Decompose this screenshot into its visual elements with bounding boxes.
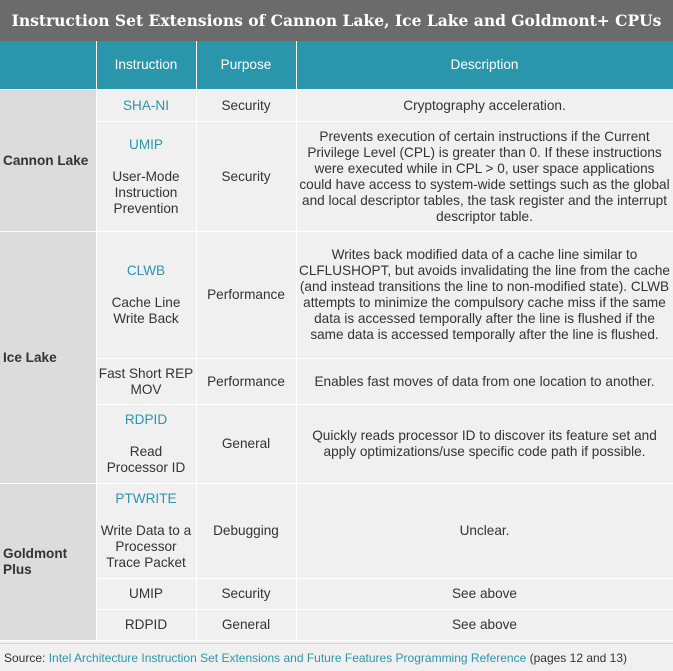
source-note <box>0 643 673 671</box>
instruction-cell <box>96 359 196 405</box>
instruction-fullname: User-Mode Instruction Prevention <box>112 168 180 216</box>
description-cell: Unclear. <box>296 484 673 579</box>
group-label: Goldmont Plus <box>3 546 68 577</box>
table-row <box>0 579 673 610</box>
instruction-cell <box>96 484 196 579</box>
header-row <box>0 41 673 90</box>
instruction-link-rdpid[interactable]: RDPID <box>124 412 168 427</box>
instruction-cell <box>96 90 196 122</box>
table-title: Instruction Set Extensions of Cannon Lake, Ice Lake and Goldmont+ CPUs <box>0 0 673 41</box>
description-cell: Writes back modified data of a cache line similar to CLFLUSHOPT, but avoids invalidating the line from the cache (and instead transitions the line to non-modified state). CLWB attempts to minimize the compulsory cache miss if the same data is accessed temporally after the line is flushed if the same data is accessed temporally after the line is flushed. <box>296 232 673 359</box>
description-cell: Enables fast moves of data from one location to another. <box>296 359 673 405</box>
purpose-cell: Security <box>196 122 296 232</box>
instruction-fullname: Fast Short REP MOV <box>98 365 194 397</box>
purpose-cell: Security <box>196 579 296 610</box>
table-row <box>0 405 673 484</box>
table-row <box>0 90 673 122</box>
instruction-fullname: Cache Line Write Back <box>111 295 181 326</box>
instruction-link-sha-ni[interactable]: SHA-NI <box>122 97 170 113</box>
table-row <box>0 232 673 359</box>
purpose-cell: Security <box>196 90 296 122</box>
instruction-link-ptwrite[interactable]: PTWRITE <box>115 491 177 506</box>
instruction-fullname: Read Processor ID <box>106 444 186 475</box>
header-description: Description <box>296 41 673 90</box>
purpose-cell: Debugging <box>196 484 296 579</box>
source-prefix: Source: <box>4 651 49 665</box>
header-purpose: Purpose <box>196 41 296 90</box>
purpose-cell: General <box>196 610 296 641</box>
instruction-link-clwb[interactable]: CLWB <box>126 263 166 278</box>
group-goldmont-plus <box>0 484 96 641</box>
source-suffix: (pages 12 and 13) <box>526 651 628 665</box>
purpose-cell: General <box>196 405 296 484</box>
group-ice-lake <box>0 232 96 484</box>
group-label: Cannon Lake <box>3 152 89 168</box>
table-row <box>0 484 673 579</box>
description-cell: Quickly reads processor ID to discover its feature set and apply optimizations/use specific code path if possible. <box>296 405 673 484</box>
instruction-cell: UMIP <box>96 579 196 610</box>
instruction-cell <box>96 232 196 359</box>
source-link[interactable]: Intel Architecture Instruction Set Extensions and Future Features Programming Reference <box>48 651 527 665</box>
group-label: Ice Lake <box>3 349 57 365</box>
description-cell: See above <box>296 610 673 641</box>
header-instruction: Instruction <box>96 41 196 90</box>
instruction-fullname: Write Data to a Processor Trace Packet <box>100 523 192 570</box>
table-row <box>0 610 673 641</box>
table-row <box>0 122 673 232</box>
instruction-link-umip[interactable]: UMIP <box>129 136 163 152</box>
header-corner <box>0 41 96 90</box>
description-cell: See above <box>296 579 673 610</box>
instruction-cell: RDPID <box>96 610 196 641</box>
description-cell: Prevents execution of certain instructions if the Current Privilege Level (CPL) is greater than 0. If these instructions were executed while in CPL > 0, user space applications could have access to system-wide settings such as the global and local descriptor tables, the task register and the interrupt descriptor table. <box>296 122 673 232</box>
table-row <box>0 359 673 405</box>
instruction-table <box>0 41 673 641</box>
instruction-cell <box>96 122 196 232</box>
instruction-cell <box>96 405 196 484</box>
description-cell: Cryptography acceleration. <box>296 90 673 122</box>
group-cannon-lake <box>0 90 96 232</box>
purpose-cell: Performance <box>196 232 296 359</box>
purpose-cell: Performance <box>196 359 296 405</box>
